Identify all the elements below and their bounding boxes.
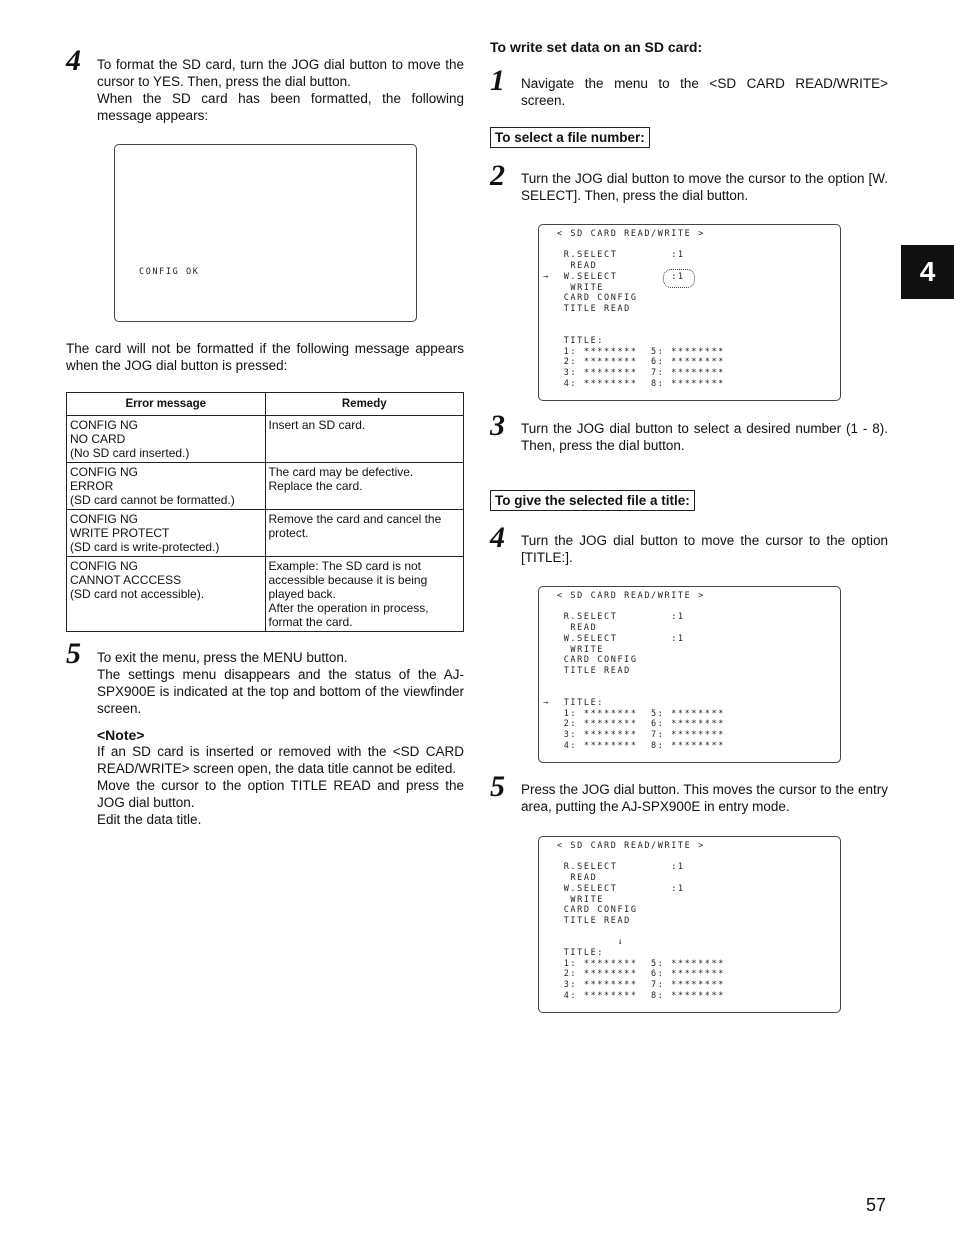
error-cell [67,416,266,463]
cell-line: (SD card not accessible). [70,587,205,601]
step-5-number: 5 [66,637,81,670]
cell-line: (SD card is write-protected.) [70,540,220,554]
error-table [66,392,464,632]
step-5-line-1: To exit the menu, press the MENU button. [97,650,348,665]
cell-line: NO CARD [70,432,126,446]
blink-highlight-icon [663,269,695,288]
page-number: 57 [866,1195,887,1215]
config-ok-screen [114,144,417,322]
cell-line: CONFIG NG [70,559,138,573]
cell-line: CANNOT ACCCESS [70,573,182,587]
note-line-2: Move the cursor to the option TITLE READ and press the JOG dial button. [97,778,464,810]
table-row [67,463,464,510]
cursor-arrow-icon: → [543,698,550,708]
cell-line: Example: The SD card is not accessible because it is being played back. [268,559,428,601]
error-table-header [67,393,464,416]
cell-line: WRITE PROTECT [70,526,170,540]
sd-card-screen-3 [538,836,841,1013]
right-step-3-text: Turn the JOG dial button to select a desired number (1 - 8). Then, press the dial button. [521,421,888,453]
note-heading: <Note> [97,727,145,743]
error-table-wrap [66,392,464,632]
format-intro-text: The card will not be formatted if the following message appears when the JOG dial button is pressed: [66,341,464,373]
step-5-line-2: The settings menu disappears and the status of the AJ-SPX900E is indicated at the top and bottom of the viewfinder screen. [97,667,464,716]
cell-line: (No SD card inserted.) [70,446,190,460]
right-step-4-text: Turn the JOG dial button to move the cursor to the option [TITLE:]. [521,533,888,565]
cell-line: After the operation in process, format the card. [268,601,429,629]
remedy-cell [265,510,464,557]
table-row [67,557,464,632]
right-step-2-number: 2 [490,159,505,192]
remedy-cell [265,416,464,463]
right-step-5-number: 5 [490,770,505,803]
step-4-number: 4 [66,44,81,77]
cell-line: Insert an SD card. [268,418,366,432]
cell-line: Replace the card. [268,479,363,493]
cell-line: CONFIG NG [70,465,138,479]
write-set-data-heading: To write set data on an SD card: [490,39,703,55]
right-step-5-text: Press the JOG dial button. This moves the cursor to the entry area, putting the AJ-SPX900E in entry mode. [521,782,888,814]
step-4-line-2: When the SD card has been formatted, the following message appears: [97,91,464,123]
right-step-3-number: 3 [490,409,505,442]
cell-line: ERROR [70,479,114,493]
table-row [67,510,464,557]
cursor-arrow-icon: → [543,272,550,282]
screen-2-text: < SD CARD READ/WRITE > R.SELECT :1 READ W.SELECT :1 WRITE CARD CONFIG TITLE READ TITLE: 1: ******** 5: ******** 2: ******** 6: ******** 3: ******** 7: ******** 4: ******** 8: ******** [557,591,725,751]
right-step-1-number: 1 [490,64,505,97]
chapter-tab: 4 [901,245,954,299]
error-cell [67,510,266,557]
step-4-line-1: To format the SD card, turn the JOG dial button to move the cursor to YES. Then, press the dial button. [97,57,464,89]
header-remedy: Remedy [265,393,464,416]
screen-3-text: < SD CARD READ/WRITE > R.SELECT :1 READ W.SELECT :1 WRITE CARD CONFIG TITLE READ ↓ TITLE: 1: ******** 5: ******** 2: ******** 6: ******** 3: ******** 7: ******** 4: ******** 8: ******** [557,841,725,1001]
cell-line: CONFIG NG [70,512,138,526]
give-title-box: To give the selected file a title: [490,490,695,511]
select-file-number-box: To select a file number: [490,127,650,148]
remedy-cell [265,463,464,510]
step-4-text [97,56,464,124]
cell-line: CONFIG NG [70,418,138,432]
note-text [97,743,464,828]
cell-line: The card may be defective. [268,465,414,479]
sd-card-screen-1 [538,224,841,401]
note-line-3: Edit the data title. [97,812,202,827]
cell-line: (SD card cannot be formatted.) [70,493,235,507]
right-step-1-text: Navigate the menu to the <SD CARD READ/WRITE> screen. [521,76,888,108]
error-cell [67,557,266,632]
screen-1-text: < SD CARD READ/WRITE > R.SELECT :1 READ W.SELECT :1 WRITE CARD CONFIG TITLE READ TITLE: 1: ******** 5: ******** 2: ******** 6: ******** 3: ******** 7: ******** 4: ******** 8: ******** [557,229,725,389]
table-row [67,416,464,463]
error-cell [67,463,266,510]
config-ok-text: CONFIG OK [139,267,200,277]
header-error-message: Error message [67,393,266,416]
cell-line: Remove the card and cancel the protect. [268,512,442,540]
remedy-cell [265,557,464,632]
step-5-text [97,649,464,717]
right-step-4-number: 4 [490,521,505,554]
right-step-2-text: Turn the JOG dial button to move the cursor to the option [W. SELECT]. Then, press the dial button. [521,171,888,203]
sd-card-screen-2 [538,586,841,763]
note-line-1: If an SD card is inserted or removed with the <SD CARD READ/WRITE> screen open, the data title cannot be edited. [97,744,464,776]
